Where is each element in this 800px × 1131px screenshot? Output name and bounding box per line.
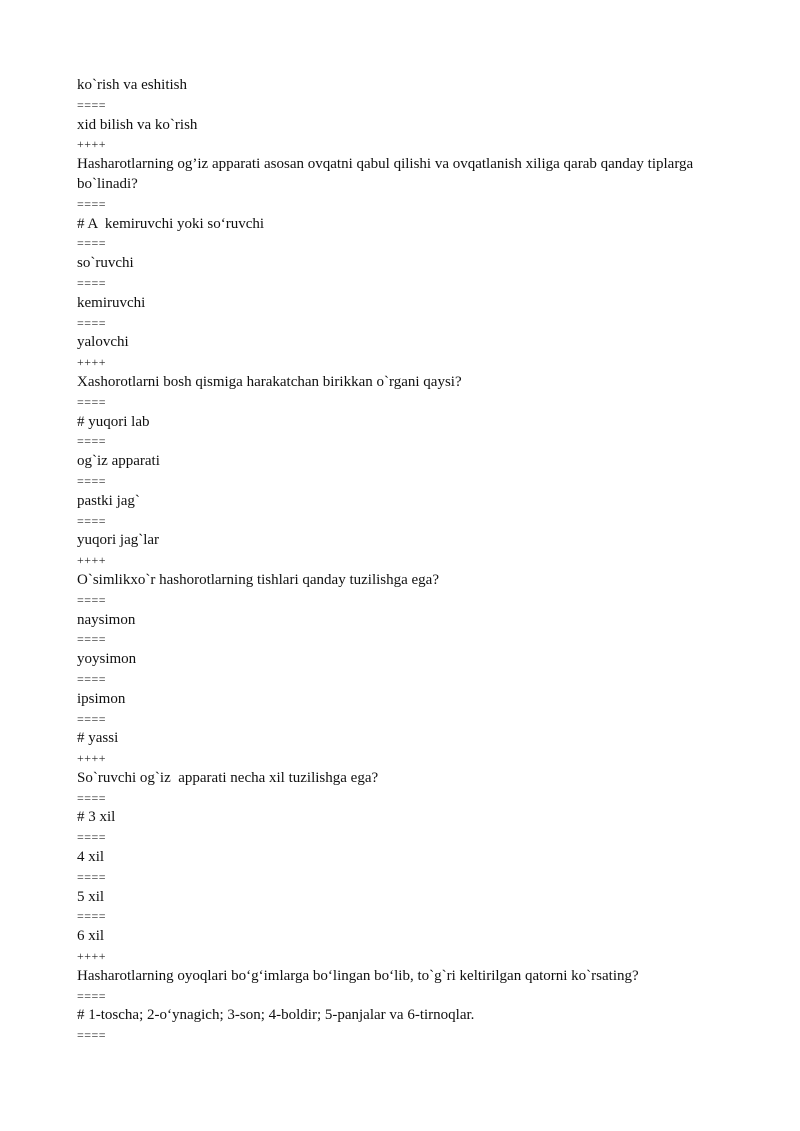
question-separator: ++++ bbox=[77, 949, 107, 964]
answer-option: 5 xil bbox=[77, 888, 105, 905]
option-separator: ==== bbox=[77, 1028, 107, 1043]
correct-answer-option: # 3 xil bbox=[77, 809, 116, 826]
answer-option: 6 xil bbox=[77, 928, 105, 945]
question-text: Hasharotlarning oyoqlari bo‘g‘imlarga bo‘lingan bo‘lib, to`g`ri keltirilgan qatorni ko`rsating? bbox=[77, 967, 639, 984]
option-separator: ==== bbox=[77, 869, 107, 884]
answer-option: pastki jag` bbox=[77, 492, 140, 509]
answer-option: yoysimon bbox=[77, 651, 137, 668]
option-separator: ==== bbox=[77, 236, 107, 251]
correct-answer-option: # yassi bbox=[77, 730, 119, 747]
answer-option: xid bilish va ko`rish bbox=[77, 116, 198, 133]
correct-answer-option: # 1-toscha; 2-o‘ynagich; 3-son; 4-boldir; 5-panjalar va 6-tirnoqlar. bbox=[77, 1007, 475, 1024]
correct-answer-option: # yuqori lab bbox=[77, 413, 150, 430]
answer-option: kemiruvchi bbox=[77, 294, 146, 311]
option-separator: ==== bbox=[77, 97, 107, 112]
question-text: So`ruvchi og`iz apparati necha xil tuzilishga ega? bbox=[77, 769, 379, 786]
option-separator: ==== bbox=[77, 394, 107, 409]
correct-answer-option: # A kemiruvchi yoki so‘ruvchi bbox=[77, 215, 265, 232]
option-separator: ==== bbox=[77, 790, 107, 805]
option-separator: ==== bbox=[77, 671, 107, 686]
option-separator: ==== bbox=[77, 830, 107, 845]
answer-option: og`iz apparati bbox=[77, 453, 160, 470]
question-separator: ++++ bbox=[77, 751, 107, 766]
question-separator: ++++ bbox=[77, 553, 107, 568]
option-separator: ==== bbox=[77, 275, 107, 290]
option-separator: ==== bbox=[77, 909, 107, 924]
option-separator: ==== bbox=[77, 632, 107, 647]
question-text: O`simlikxo`r hashorotlarning tishlari qanday tuzilishga ega? bbox=[77, 571, 439, 588]
answer-option: ko`rish va eshitish bbox=[77, 77, 187, 93]
option-separator: ==== bbox=[77, 513, 107, 528]
answer-option: 4 xil bbox=[77, 849, 105, 866]
answer-option: naysimon bbox=[77, 611, 136, 628]
answer-option: ipsimon bbox=[77, 690, 126, 707]
question-separator: ++++ bbox=[77, 355, 107, 370]
answer-option: so`ruvchi bbox=[77, 255, 134, 272]
option-separator: ==== bbox=[77, 315, 107, 330]
answer-option: yalovchi bbox=[77, 334, 129, 351]
option-separator: ==== bbox=[77, 473, 107, 488]
question-separator: ++++ bbox=[77, 137, 107, 152]
option-separator: ==== bbox=[77, 988, 107, 1003]
question-text: Hasharotlarning og’iz apparati asosan ovqatni qabul qilishi va ovqatlanish xiliga qarab qanday tiplarga bo`linadi? bbox=[77, 156, 697, 192]
question-text: Xashorotlarni bosh qismiga harakatchan birikkan o`rgani qaysi? bbox=[77, 373, 462, 390]
option-separator: ==== bbox=[77, 196, 107, 211]
document-body bbox=[77, 76, 757, 1046]
answer-option: yuqori jag`lar bbox=[77, 532, 160, 549]
option-separator: ==== bbox=[77, 434, 107, 449]
option-separator: ==== bbox=[77, 711, 107, 726]
option-separator: ==== bbox=[77, 592, 107, 607]
